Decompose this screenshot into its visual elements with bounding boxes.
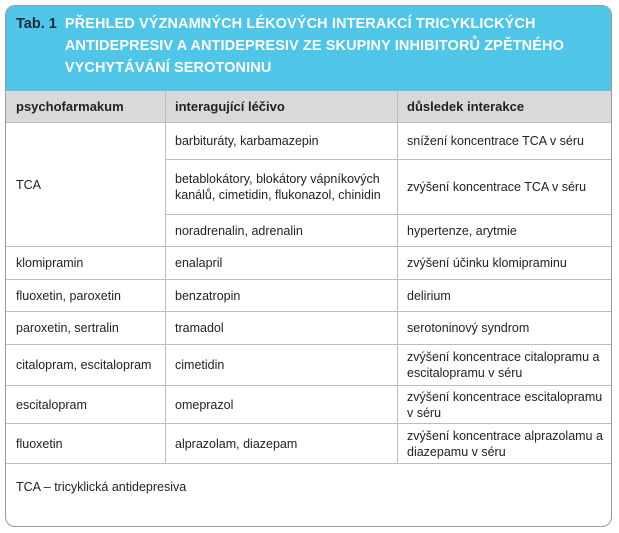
table-title: PŘEHLED VÝZNAMNÝCH LÉKOVÝCH INTERAKCÍ TRICYKLICKÝCH ANTIDEPRESIV A ANTIDEPRESIV ZE SKUPINY INHIBITORŮ ZPĚTNÉHO VYCHYTÁVÁNÍ SEROTONINU <box>64 16 564 76</box>
cell-effect: zvýšení koncentrace TCA v séru <box>397 160 611 214</box>
table-row <box>6 312 611 345</box>
cell-effect: serotoninový syndrom <box>397 312 611 344</box>
table-row <box>6 345 611 386</box>
table-row <box>6 386 611 424</box>
cell-effect: zvýšení koncentrace escitalopramu v séru <box>397 386 611 423</box>
cell-drug: TCA <box>16 177 41 192</box>
cell-drug: escitalopram <box>16 397 87 412</box>
column-header-interacting-drug: interagující léčivo <box>165 91 397 122</box>
cell-effect: zvýšení účinku klomipraminu <box>397 247 611 279</box>
cell-effect: hypertenze, arytmie <box>397 215 611 246</box>
table-number: Tab. 1 <box>16 16 57 32</box>
table-row <box>6 424 611 464</box>
cell-interacting: benzatropin <box>165 280 397 311</box>
table-frame <box>5 5 612 527</box>
cell-interacting: betablokátory, blokátory vápníkových kanálů, cimetidin, flukonazol, chinidin <box>175 172 381 202</box>
cell-interacting: barbituráty, karbamazepin <box>175 134 319 148</box>
cell-drug: klomipramin <box>16 256 84 270</box>
cell-interacting: cimetidin <box>165 345 397 385</box>
table-header <box>6 6 611 91</box>
table-row <box>166 160 611 215</box>
table-row <box>6 247 611 280</box>
tca-subrows <box>165 123 611 246</box>
column-header-psychofarmakum: psychofarmakum <box>16 99 124 114</box>
column-header-row <box>6 91 611 123</box>
cell-drug: paroxetin, sertralin <box>16 321 119 335</box>
cell-drug: citalopram, escitalopram <box>16 358 152 372</box>
cell-interacting: enalapril <box>165 247 397 279</box>
cell-effect: zvýšení koncentrace alprazolamu a diazepamu v séru <box>397 424 611 463</box>
cell-interacting: noradrenalin, adrenalin <box>175 223 303 238</box>
cell-drug: fluoxetin <box>16 436 63 451</box>
column-header-effect: důsledek interakce <box>397 91 611 122</box>
cell-drug: fluoxetin, paroxetin <box>16 288 121 303</box>
table-row-tca-group <box>6 123 611 247</box>
table-row <box>166 123 611 160</box>
cell-interacting: tramadol <box>165 312 397 344</box>
cell-effect: delirium <box>397 280 611 311</box>
table-row <box>166 215 611 246</box>
cell-effect: zvýšení koncentrace citalopramu a escitalopramu v séru <box>397 345 611 385</box>
cell-interacting: alprazolam, diazepam <box>165 424 397 463</box>
table-footnote: TCA – tricyklická antidepresiva <box>16 480 187 494</box>
cell-effect: snížení koncentrace TCA v séru <box>397 123 611 159</box>
table-row <box>6 280 611 312</box>
cell-interacting: omeprazol <box>165 386 397 423</box>
